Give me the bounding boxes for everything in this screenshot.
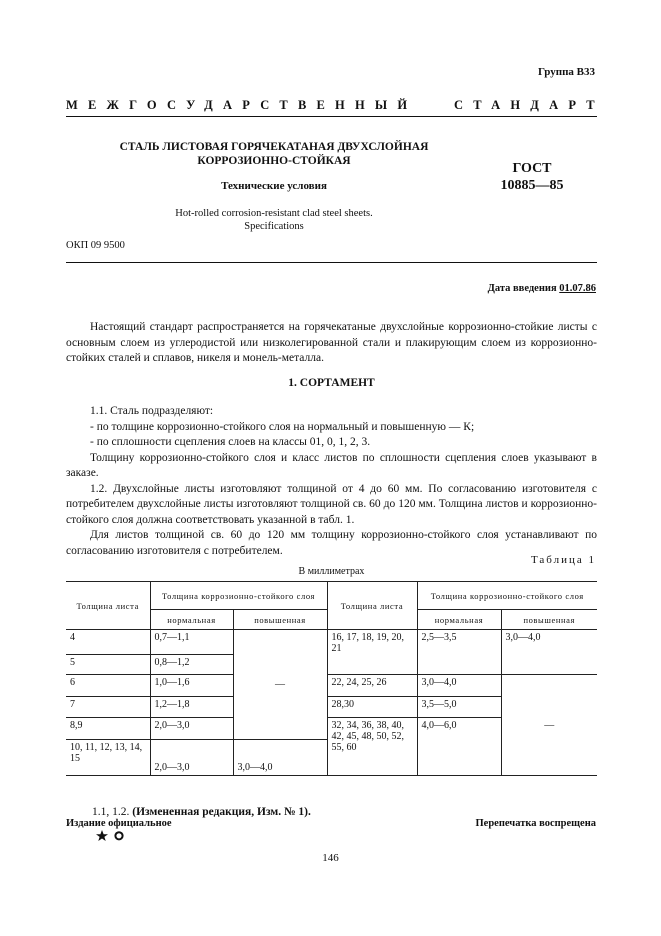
okp-code: ОКП 09 9500 [66, 240, 125, 251]
table-cell: 4,0—6,0 [417, 718, 501, 776]
table-cell: 10, 11, 12, 13, 14, 15 [66, 740, 150, 776]
title-line-1: СТАЛЬ ЛИСТОВАЯ ГОРЯЧЕКАТАНАЯ ДВУХСЛОЙНАЯ [119, 141, 429, 153]
table-cell: 3,5—5,0 [417, 697, 501, 718]
clause-1-1: 1.1. Сталь подразделяют: [90, 405, 214, 417]
page-number: 146 [322, 852, 339, 864]
table-cell: 1,0—1,6 [150, 675, 233, 697]
official-edition: Издание официальное [66, 818, 172, 829]
table-cell: 6 [66, 675, 150, 697]
table-cell: 5 [66, 655, 150, 675]
intro-date [488, 283, 596, 294]
table-cell: 2,0—3,0 [150, 718, 233, 740]
table-cell: 8,9 [66, 718, 150, 740]
section-body [66, 404, 597, 559]
english-title [100, 207, 448, 233]
table-cell: 0,8—1,2 [150, 655, 233, 675]
header-increased-right: повышенная [501, 610, 597, 630]
table-cell: 3,0—4,0 [417, 675, 501, 697]
title-line-2: КОРРОЗИОННО-СТОЙКАЯ [197, 155, 351, 167]
modification-text: (Измененная редакция, Изм. № 1). [132, 806, 311, 818]
table-cell: 16, 17, 18, 19, 20, 21 [327, 630, 417, 675]
header-normal-left: нормальная [150, 610, 233, 630]
gost-label: ГОСТ [512, 161, 552, 176]
table-cell-dash: — [501, 675, 597, 776]
modification-prefix: 1.1, 1.2. [92, 806, 130, 818]
star-circle-icon [96, 830, 136, 842]
reprint-notice: Перепечатка воспрещена [475, 818, 596, 829]
header-normal-right: нормальная [417, 610, 501, 630]
gost-number: 10885—85 [500, 178, 564, 193]
table-cell: 3,0—4,0 [501, 630, 597, 675]
standard-type-left: МЕЖГОСУДАРСТВЕННЫЙ [66, 98, 418, 112]
table-cell: 22, 24, 25, 26 [327, 675, 417, 697]
intro-paragraph: Настоящий стандарт распространяется на горячекатаные двухслойные коррозионно-стойкие листы с основным слоем из углеродистой или низколегированной стали и плакирующим слоем из коррозионно-стойких сталей и сплавов, никеля и монель-металла. [66, 321, 597, 364]
table-cell: 2,0—3,0 [150, 740, 233, 776]
thickness-table [66, 581, 597, 776]
modification-note [92, 806, 311, 818]
table-cell: 3,0—4,0 [233, 740, 327, 776]
section-heading: 1. СОРТАМЕНТ [288, 377, 375, 389]
table-cell: 1,2—1,8 [150, 697, 233, 718]
english-title-line-1: Hot-rolled corrosion-resistant clad steel sheets. [175, 208, 373, 219]
header-increased-left: повышенная [233, 610, 327, 630]
standard-type-right: СТАНДАРТ [454, 98, 605, 112]
table-caption: Таблица 1 [530, 554, 596, 566]
title-block-rule [66, 262, 597, 263]
header-layer-left: Толщина коррозионно-стойкого слоя [150, 582, 327, 610]
header-rule [66, 116, 597, 117]
document-subtitle: Технические условия [221, 180, 327, 192]
table-cell: 32, 34, 36, 38, 40, 42, 45, 48, 50, 52, 55, 60 [327, 718, 417, 776]
table-cell: 28,30 [327, 697, 417, 718]
clause-1-2: 1.2. Двухслойные листы изготовляют толщиной от 4 до 60 мм. По согласованию изготовителя с потребителем двухслойные листы изготовляют толщиной св. 60 до 120 мм. Толщина листов и коррозионно-стойкого слоя должна соответствовать указанной в табл. 1. [66, 482, 597, 526]
intro-date-value: 01.07.86 [559, 283, 596, 294]
table-cell-dash: — [233, 630, 327, 740]
group-code: Группа В33 [537, 66, 595, 78]
edition-marks [96, 829, 136, 847]
header-layer-right: Толщина коррозионно-стойкого слоя [417, 582, 597, 610]
clause-1-1-item-1: - по толщине коррозионно-стойкого слоя на нормальный и повышенную — К; [90, 420, 475, 433]
intro-date-label: Дата введения [487, 283, 557, 294]
document-title [100, 140, 448, 168]
english-title-line-2: Specifications [244, 221, 304, 232]
table-cell: 4 [66, 630, 150, 655]
gost-designation [492, 160, 572, 194]
table-cell: 0,7—1,1 [150, 630, 233, 655]
clause-1-2-note: Для листов толщиной св. 60 до 120 мм толщину коррозионно-стойкого слоя устанавливают по согласованию изготовителя с потребителем. [66, 529, 597, 557]
header-thickness-right: Толщина листа [327, 582, 417, 630]
header-thickness-left: Толщина листа [66, 582, 150, 630]
clause-1-1-note: Толщину коррозионно-стойкого слоя и класс листов по сплошности сцепления слоев указывают в заказе. [66, 451, 597, 479]
table-unit: В миллиметрах [298, 566, 365, 577]
table-cell: 7 [66, 697, 150, 718]
clause-1-1-item-2: - по сплошности сцепления слоев на классы 01, 0, 1, 2, 3. [90, 436, 371, 448]
table-cell: 2,5—3,5 [417, 630, 501, 675]
